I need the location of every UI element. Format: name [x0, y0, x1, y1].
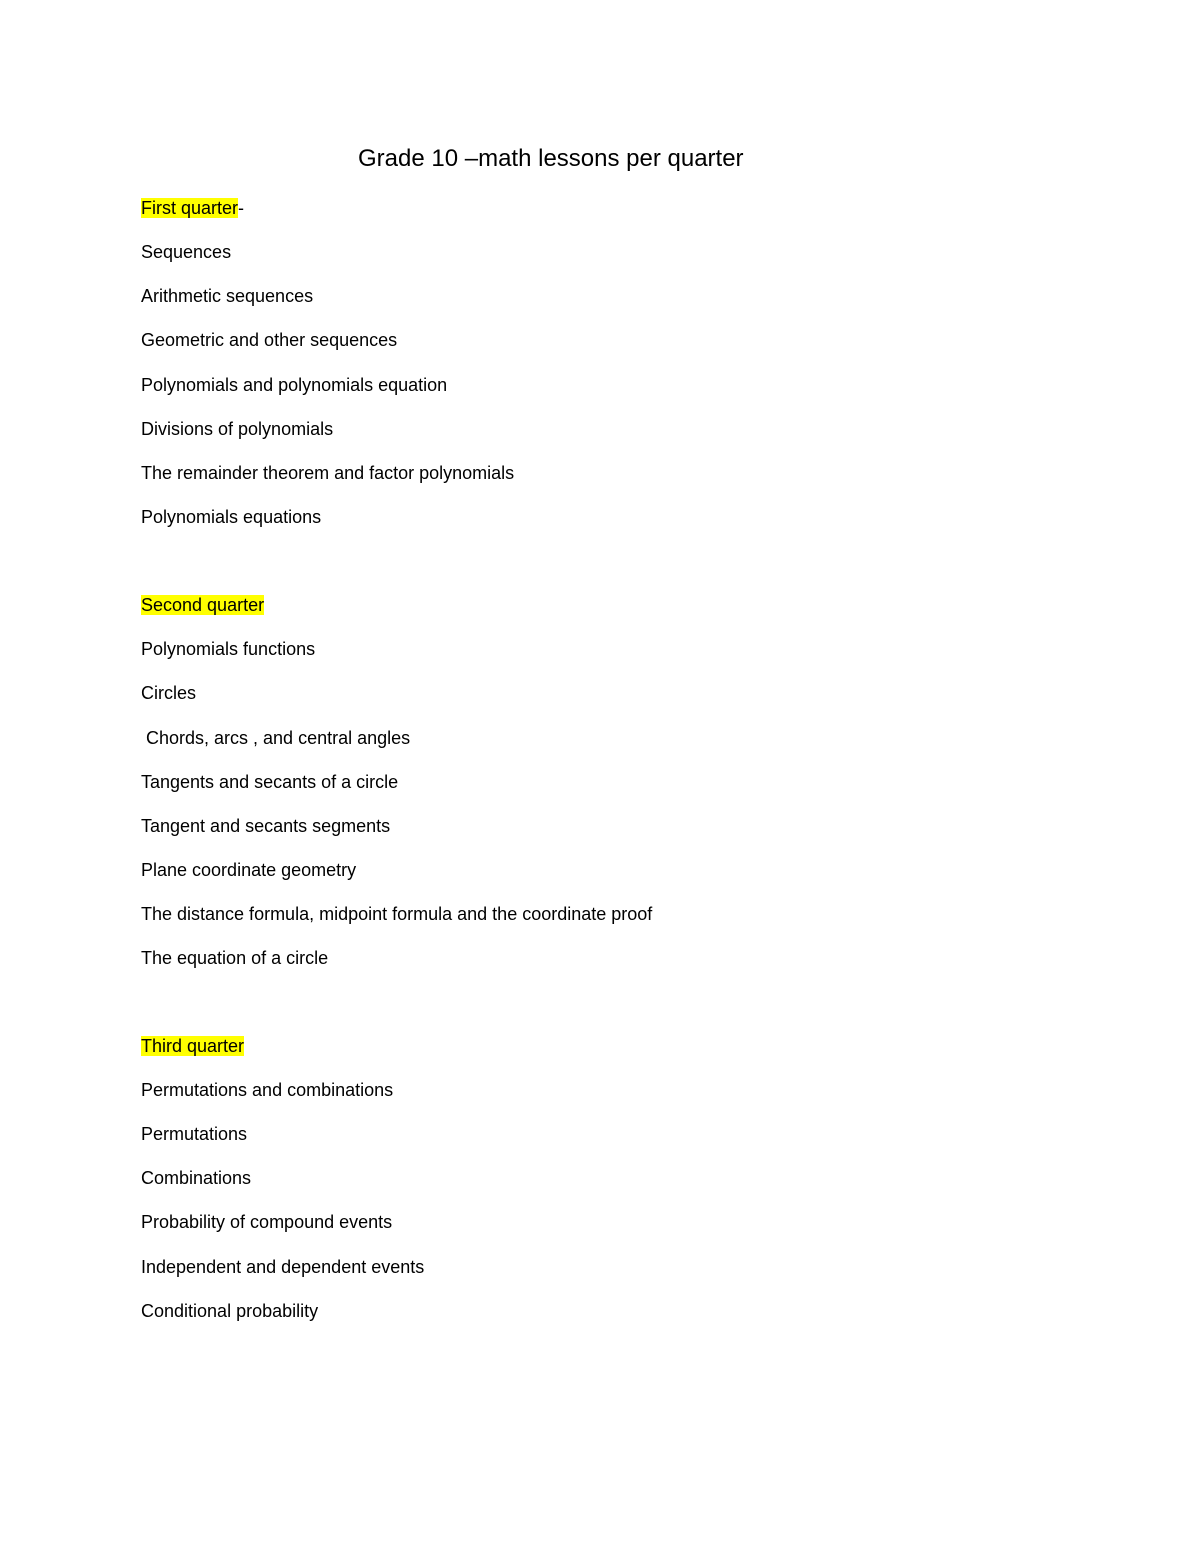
- list-item: The distance formula, midpoint formula and the coordinate proof: [141, 904, 653, 924]
- section-heading-third-quarter: [141, 1035, 244, 1057]
- list-item: Divisions of polynomials: [141, 419, 334, 439]
- list-item: Polynomials and polynomials equation: [141, 375, 448, 395]
- list-item: Arithmetic sequences: [141, 286, 314, 306]
- list-item: Probability of compound events: [141, 1212, 393, 1232]
- page-title: Grade 10 –math lessons per quarter: [358, 145, 744, 172]
- list-item: Plane coordinate geometry: [141, 860, 357, 880]
- section-heading-first-quarter: [141, 197, 244, 219]
- section-heading-label: First quarter: [141, 198, 239, 218]
- list-item: Sequences: [141, 242, 232, 262]
- section-heading-suffix: -: [238, 198, 245, 218]
- list-item: Permutations: [141, 1124, 248, 1144]
- section-heading-label: Third quarter: [141, 1036, 245, 1056]
- list-item: Tangent and secants segments: [141, 816, 391, 836]
- list-item: The remainder theorem and factor polynomials: [141, 463, 515, 483]
- list-item: Circles: [141, 683, 197, 703]
- section-heading-second-quarter: [141, 594, 264, 616]
- list-item: The equation of a circle: [141, 948, 329, 968]
- list-item: Independent and dependent events: [141, 1257, 425, 1277]
- list-item: Polynomials functions: [141, 639, 316, 659]
- list-item: Conditional probability: [141, 1301, 319, 1321]
- list-item: Chords, arcs , and central angles: [141, 728, 411, 748]
- list-item: Permutations and combinations: [141, 1080, 394, 1100]
- list-item: Polynomials equations: [141, 507, 322, 527]
- list-item: Geometric and other sequences: [141, 330, 398, 350]
- list-item: Combinations: [141, 1168, 252, 1188]
- list-item: Tangents and secants of a circle: [141, 772, 399, 792]
- section-heading-label: Second quarter: [141, 595, 265, 615]
